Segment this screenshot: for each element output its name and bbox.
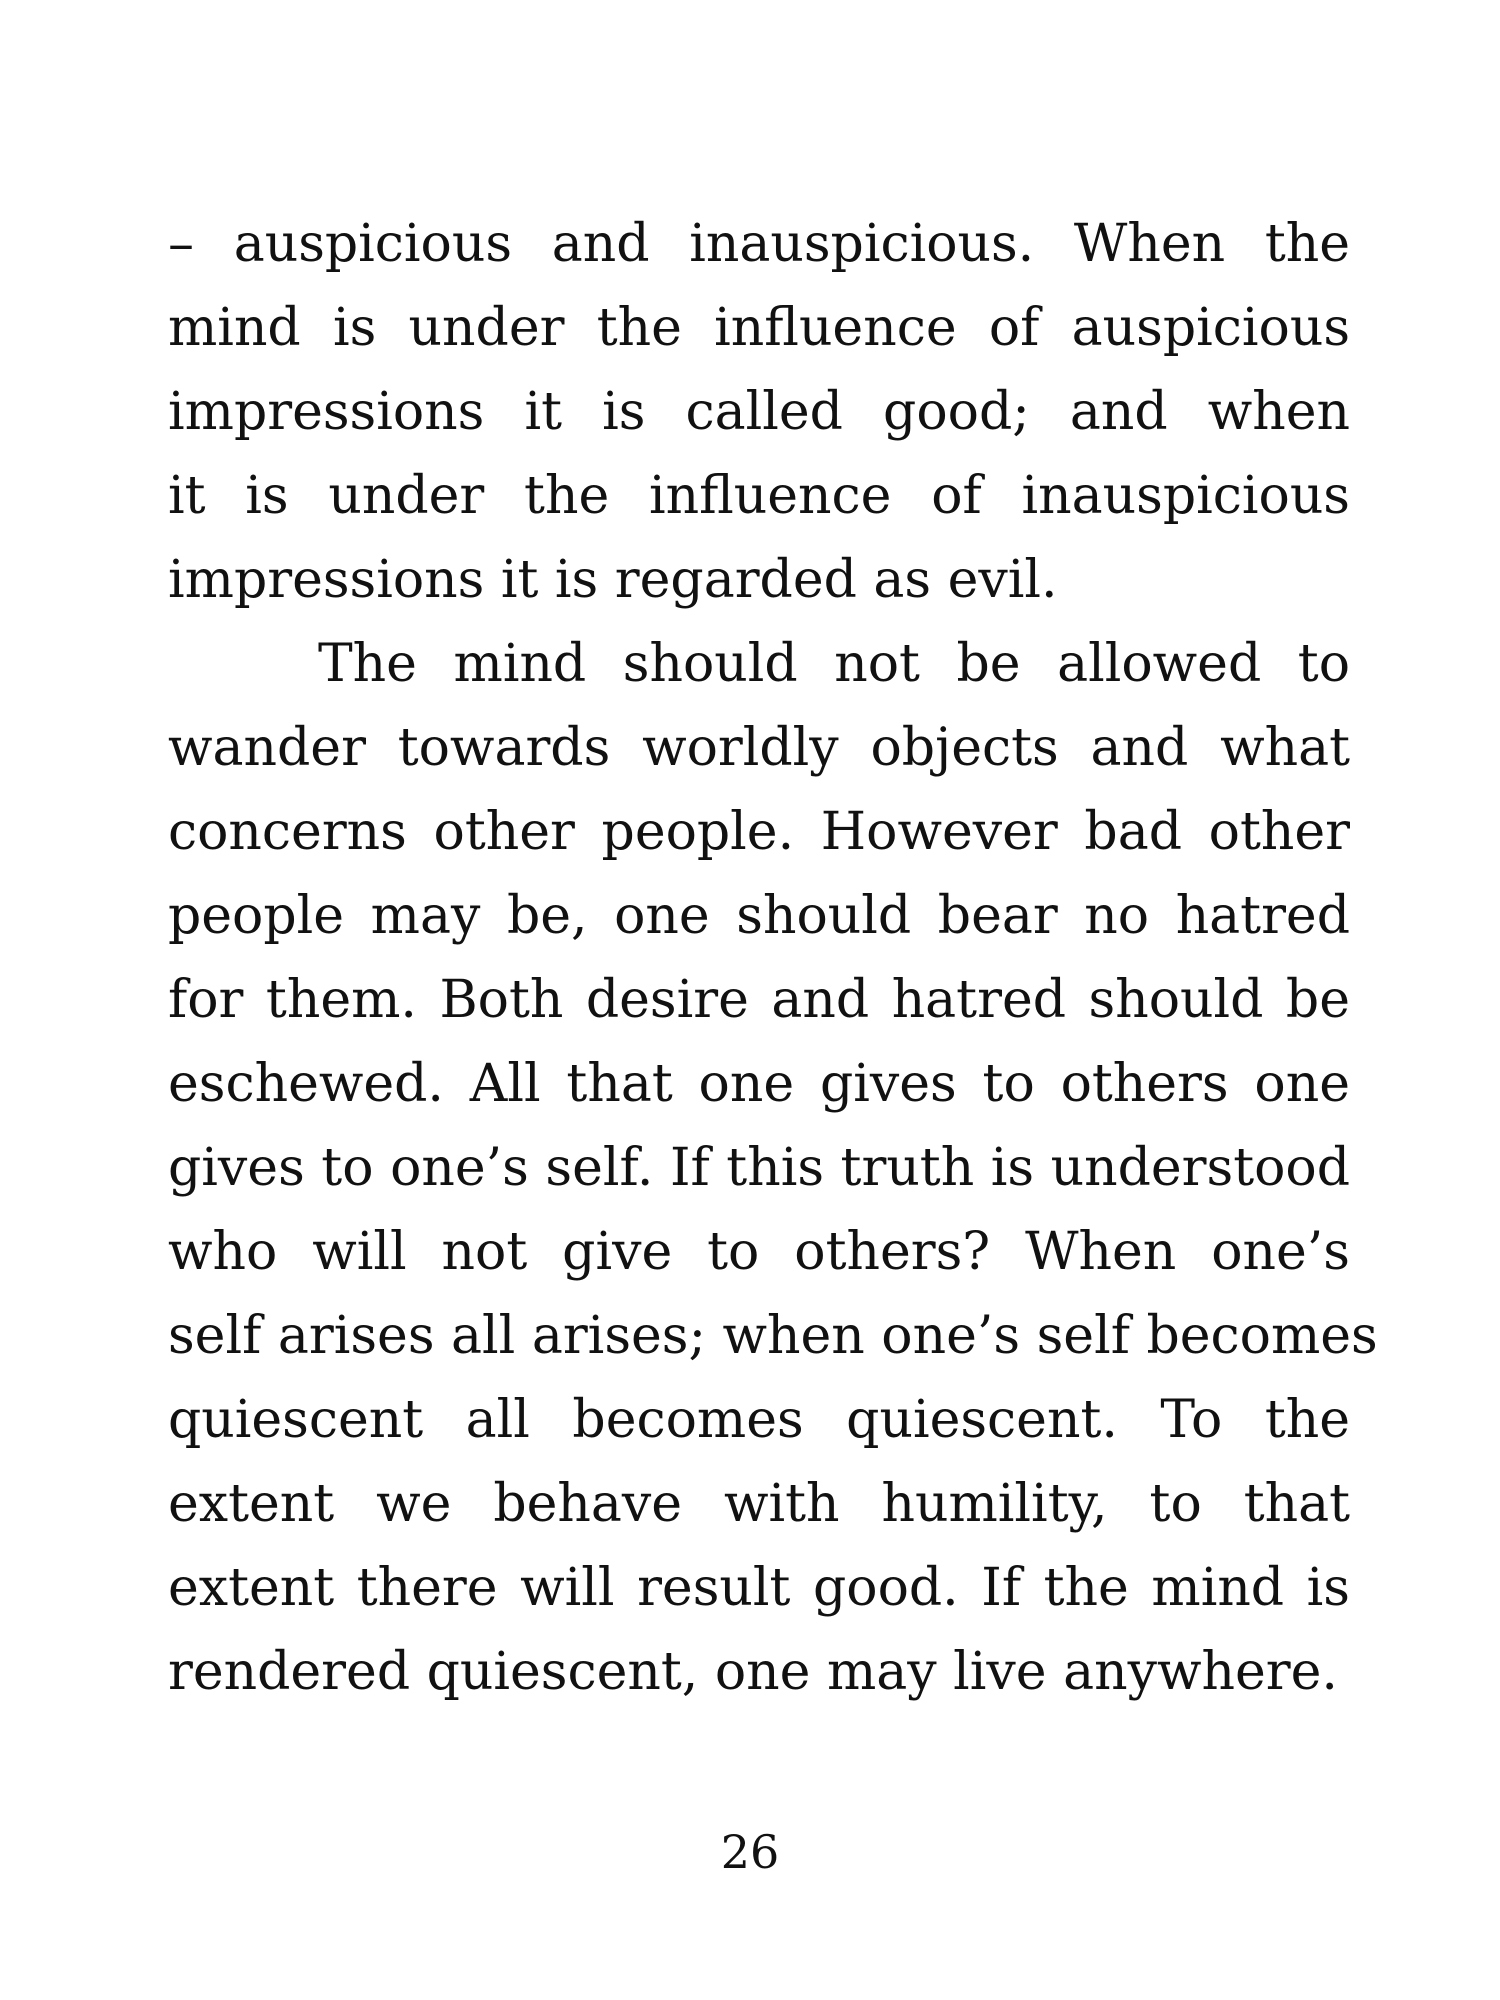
text-line: rendered quiescent, one may live anywhere. — [168, 1642, 1338, 1702]
page-number: 26 — [720, 1825, 780, 1879]
text-line: extent we behave with humility, to that — [168, 1474, 1350, 1534]
text-line: it is under the influence of inauspicious — [168, 466, 1350, 526]
text-line: wander towards worldly objects and what — [168, 718, 1350, 778]
text-line: self arises all arises; when one’s self becomes — [168, 1306, 1378, 1366]
text-line: for them. Both desire and hatred should be — [168, 970, 1350, 1030]
text-line: who will not give to others? When one’s — [168, 1222, 1350, 1282]
text-line: concerns other people. However bad other — [168, 802, 1350, 862]
text-line: impressions it is called good; and when — [168, 382, 1350, 442]
body-text — [168, 202, 1378, 1714]
text-line: people may be, one should bear no hatred — [168, 886, 1350, 946]
text-line: quiescent all becomes quiescent. To the — [168, 1390, 1350, 1450]
text-line: The mind should not be allowed to — [318, 634, 1350, 694]
text-line: – auspicious and inauspicious. When the — [168, 214, 1350, 274]
text-line: impressions it is regarded as evil. — [168, 550, 1058, 610]
text-line: extent there will result good. If the mind is — [168, 1558, 1350, 1618]
text-line: gives to one’s self. If this truth is understood — [168, 1138, 1350, 1198]
text-line: eschewed. All that one gives to others one — [168, 1054, 1350, 1114]
text-line: mind is under the influence of auspicious — [168, 298, 1350, 358]
